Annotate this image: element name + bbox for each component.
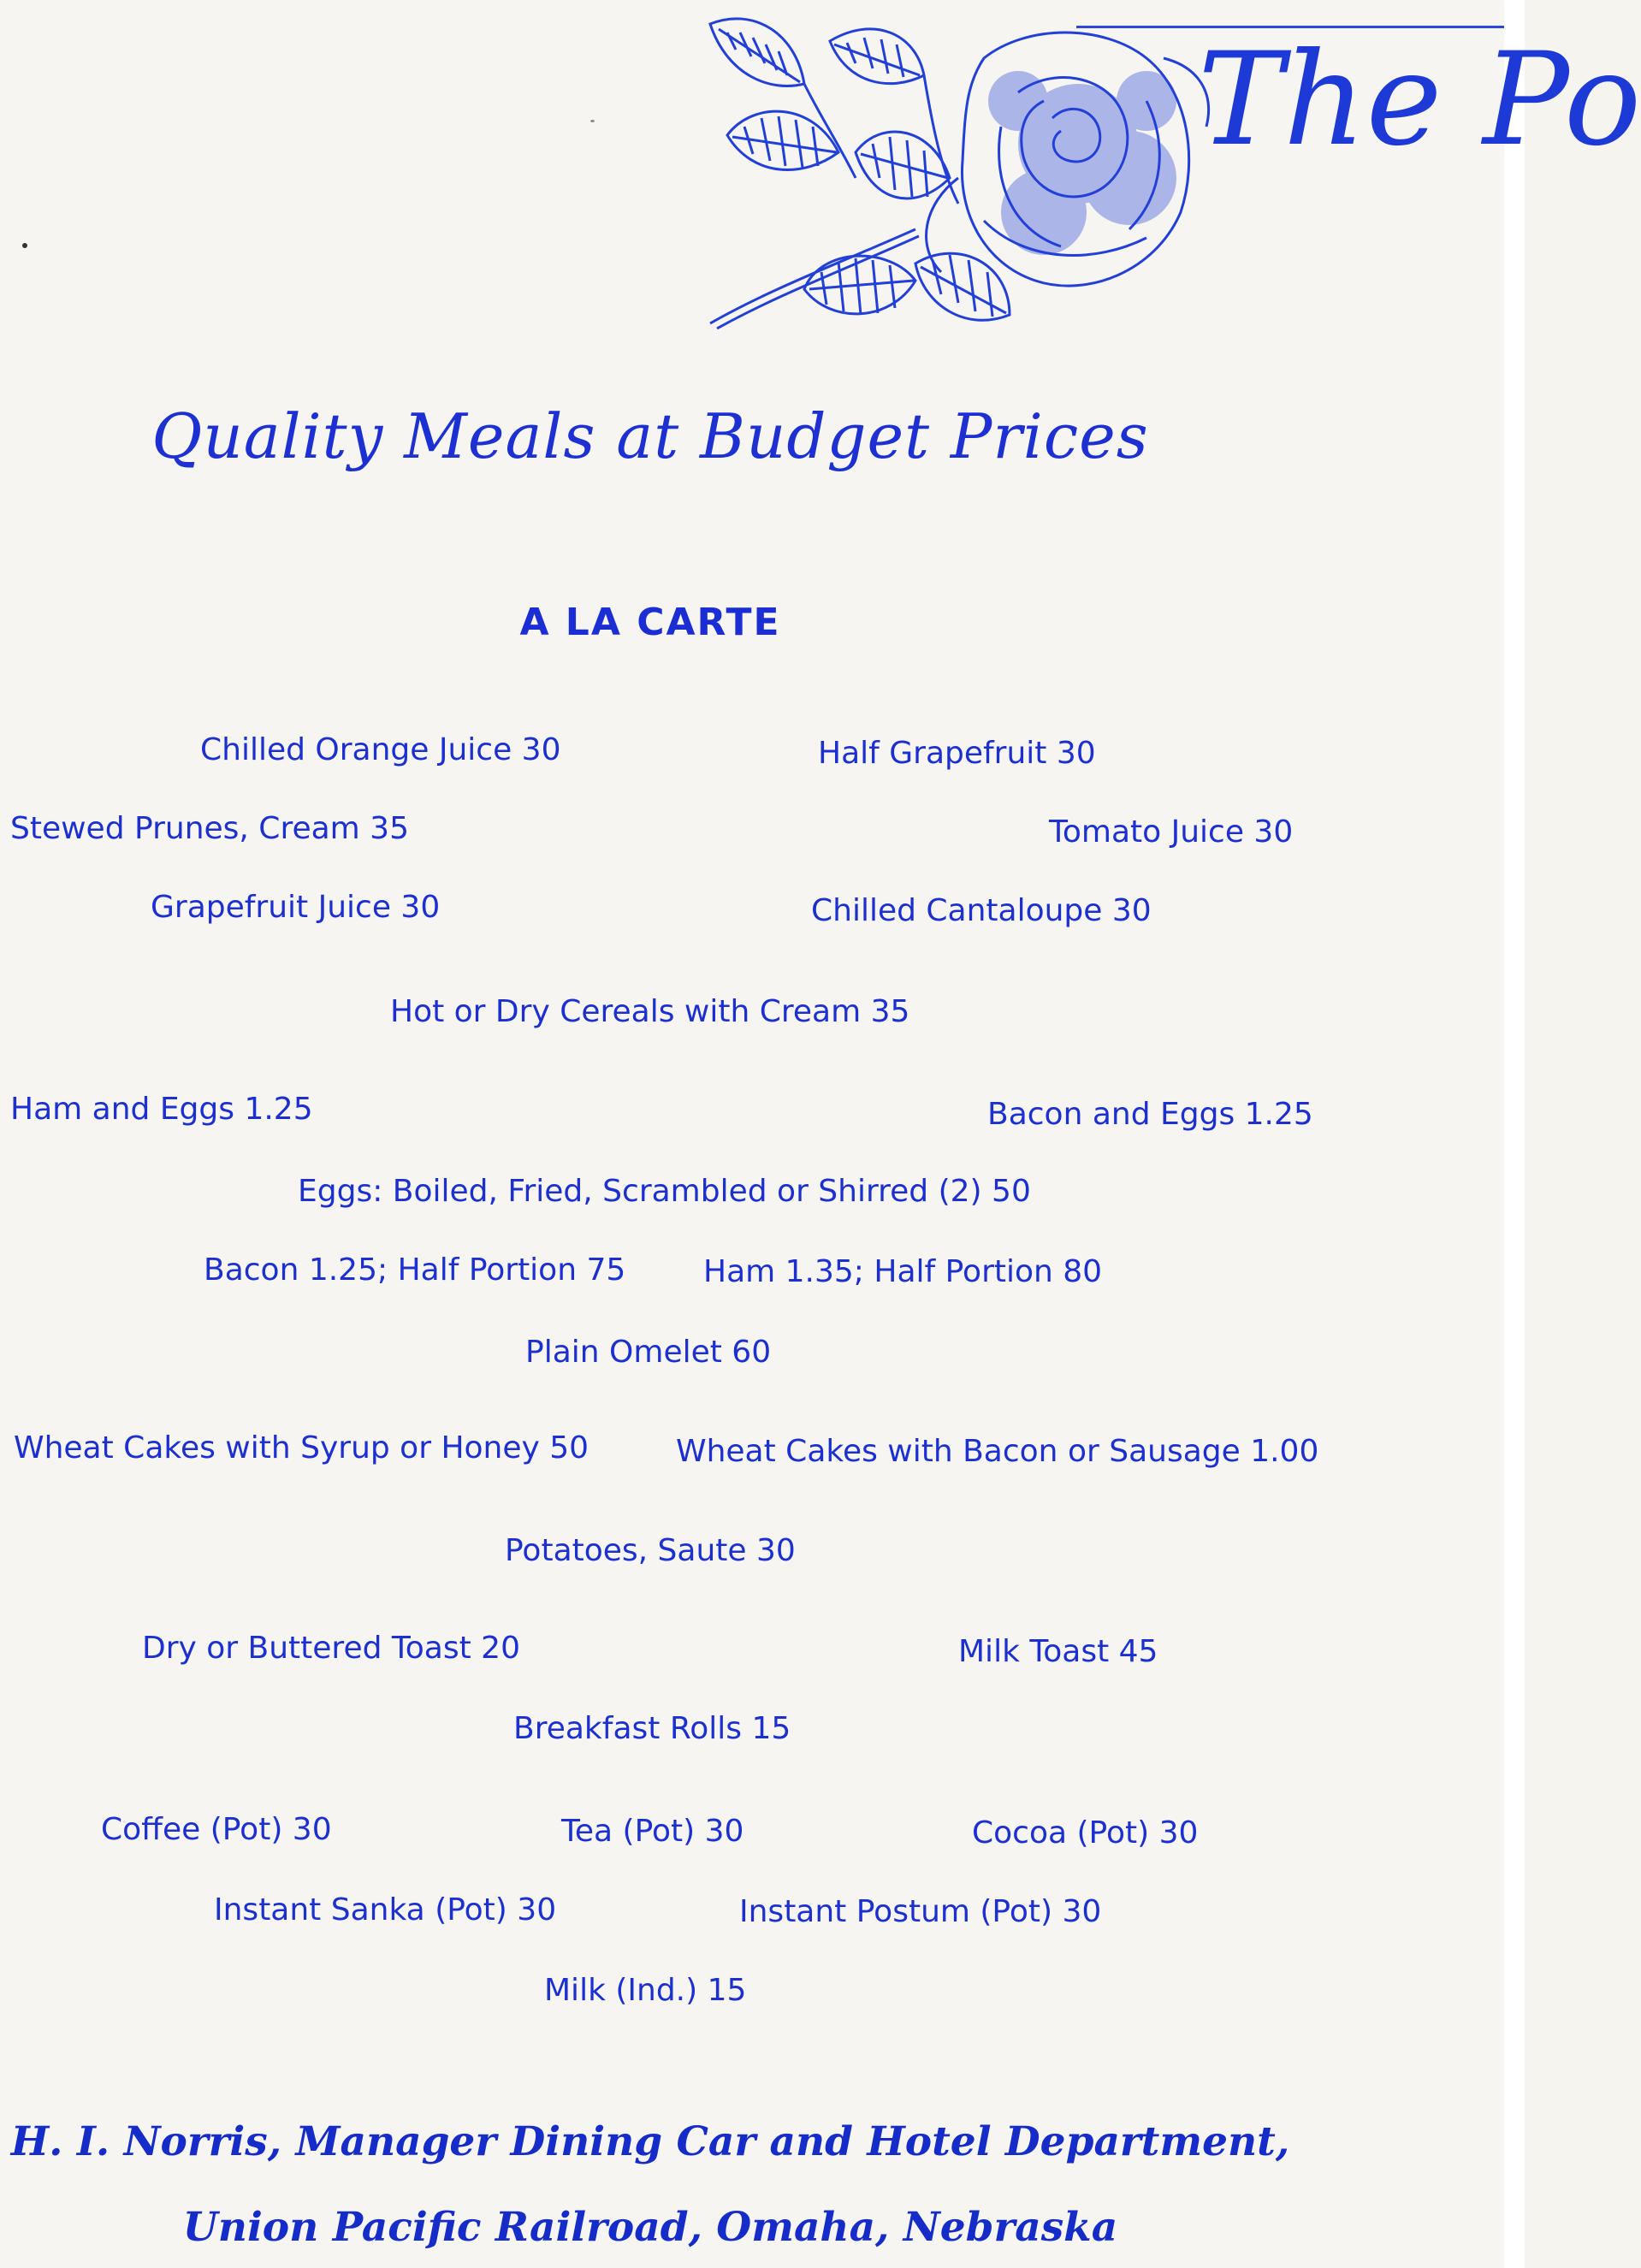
- menu-item: Tea (Pot) 30: [561, 1814, 744, 1849]
- menu-item: Ham 1.35; Half Portion 80: [703, 1254, 1103, 1289]
- menu-item: Breakfast Rolls 15: [513, 1711, 791, 1746]
- rose-illustration: [702, 7, 1266, 366]
- footer-line-1: H. I. Norris, Manager Dining Car and Hotel Department,: [10, 2118, 1290, 2165]
- menu-item: Instant Postum (Pot) 30: [739, 1894, 1102, 1929]
- footer-line-2: Union Pacific Railroad, Omaha, Nebraska: [182, 2204, 1118, 2251]
- menu-item: Hot or Dry Cereals with Cream 35: [390, 994, 910, 1029]
- tagline: Quality Meals at Budget Prices: [151, 400, 1149, 472]
- page-edge: [1504, 0, 1525, 2268]
- paper-speck: [22, 243, 27, 248]
- menu-item: Ham and Eggs 1.25: [10, 1092, 313, 1127]
- menu-item: Grapefruit Juice 30: [151, 890, 441, 925]
- paper-speck: [590, 120, 595, 122]
- section-title: A LA CARTE: [519, 601, 781, 644]
- menu-item: Stewed Prunes, Cream 35: [10, 811, 409, 846]
- menu-item: Chilled Cantaloupe 30: [811, 893, 1152, 928]
- menu-item: Cocoa (Pot) 30: [972, 1815, 1199, 1851]
- menu-item: Potatoes, Saute 30: [505, 1533, 796, 1568]
- menu-item: Milk Toast 45: [958, 1634, 1158, 1669]
- menu-item: Chilled Orange Juice 30: [200, 732, 561, 767]
- menu-item: Wheat Cakes with Bacon or Sausage 1.00: [676, 1434, 1319, 1469]
- menu-item: Eggs: Boiled, Fried, Scrambled or Shirred (2) 50: [298, 1174, 1031, 1209]
- menu-title: The Po: [1198, 26, 1641, 175]
- menu-item: Instant Sanka (Pot) 30: [214, 1892, 557, 1928]
- menu-item: Plain Omelet 60: [525, 1335, 772, 1370]
- menu-item: Half Grapefruit 30: [818, 736, 1096, 771]
- menu-item: Bacon and Eggs 1.25: [987, 1097, 1313, 1132]
- menu-item: Wheat Cakes with Syrup or Honey 50: [14, 1430, 589, 1466]
- menu-item: Milk (Ind.) 15: [544, 1973, 747, 2008]
- menu-item: Tomato Juice 30: [1049, 814, 1294, 850]
- menu-item: Bacon 1.25; Half Portion 75: [204, 1252, 626, 1288]
- menu-item: Dry or Buttered Toast 20: [142, 1631, 520, 1666]
- menu-item: Coffee (Pot) 30: [101, 1812, 332, 1847]
